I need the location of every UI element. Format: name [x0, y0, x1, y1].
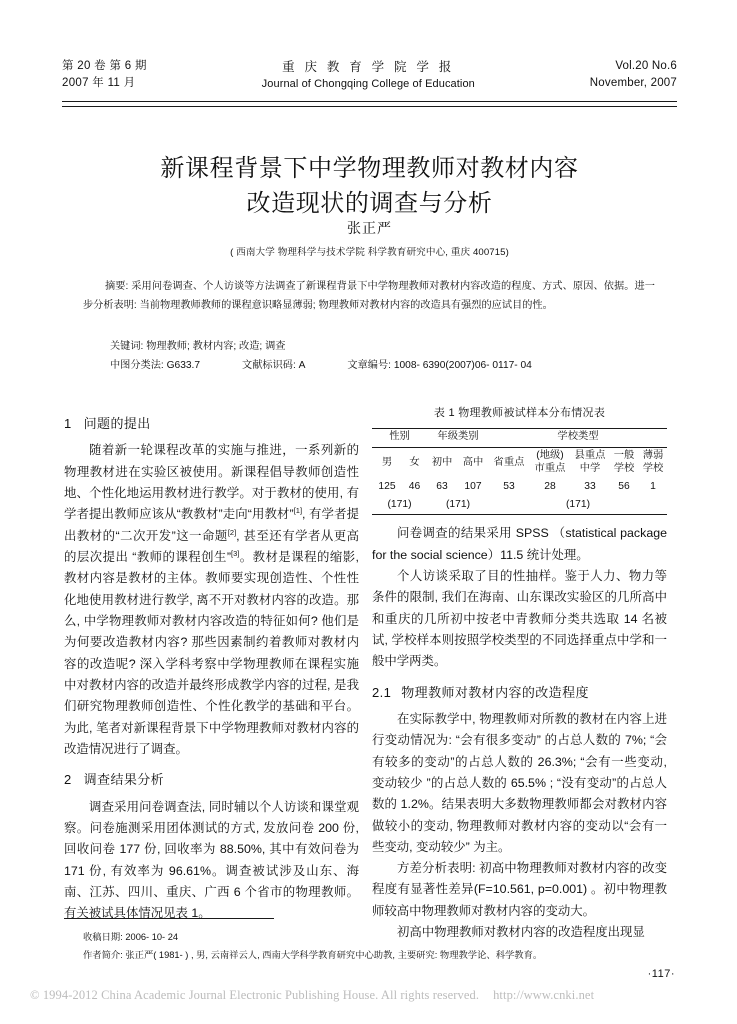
table-column-header-row [372, 447, 667, 478]
total-grade: (171) [427, 496, 489, 514]
table-1-wrapper [372, 404, 667, 515]
cnki-watermark [30, 988, 720, 1003]
table-1-caption: 表 1 物理教师被试样本分布情况表 [433, 407, 606, 419]
paragraph-4: 个人访谈采取了目的性抽样。鉴于人力、物力等条件的限制, 我们在海南、山东课改实验区的几所高中和重庆的几所初中按老中青教师分类共选取 14 名被试, 学校样本则按照学校类型的不同选择重点中学和一般中学两类。 [372, 568, 667, 669]
section-heading-1 [64, 413, 359, 435]
table-1 [372, 428, 667, 515]
section-1-title: 问题的提出 [83, 416, 151, 431]
masthead-left [62, 58, 147, 91]
paragraph-6: 方差分析表明: 初高中物理教师对教材内容的改变程度有显著性差异(F=10.561, p=0.001) 。初中物理教师较高中物理教师对教材内容的变动大。 [372, 861, 667, 918]
cell-female-count: 46 [408, 480, 421, 492]
clc-number: 中图分类法: G633.7 [110, 360, 201, 371]
section-heading-2-1 [372, 682, 667, 704]
column-right [372, 404, 667, 943]
paragraph-5: 在实际教学中, 物理教师对所教的教材在内容上进行变动情况为: “会有很多变动” 的占总人数的 7%; “会有较多的变动”的占总人数的 26.3%; “会有一些变动, 变动较少 ”的占总人数的 65.5% ; “没有变动”的占总人数的 1.2%。结果表明大多数物理教师都会对教材内容做较小的变动, 物理教师对教材内容的变动以“会有一些变动, 变动较少” 为主。 [372, 711, 667, 854]
section-2-title: 调查结果分析 [83, 772, 165, 788]
total-gender: (171) [372, 496, 427, 514]
citation-ref-3: [3] [230, 548, 240, 558]
cell-weak-school-count: 1 [650, 480, 656, 492]
cell-junior-high-count: 63 [436, 480, 448, 492]
issue-date-cn: 2007 年 11 月 [62, 76, 136, 89]
volume-issue-en: Vol.20 No.6 [615, 60, 677, 72]
table-row [372, 478, 667, 496]
document-code: 文献标识码: A [242, 360, 306, 371]
col-header-county-key: 县重点 中学 [571, 447, 609, 478]
column-left [64, 404, 359, 925]
author-name: 张正严 [347, 220, 392, 236]
author-bio: 作者简介: 张正严( 1981- ) , 男, 云南祥云人, 西南大学科学教育研究中心助教, 主要研究: 物理教学论、科学教育。 [83, 950, 543, 961]
paragraph-1-part-a: 随着新一轮课程改革的实施与推进，一系列新的物理教材进在实验区被使用。新课程倡导教师创造性地、个性化地运用教材进行教学。对于教材的使用, 有学者提出教师应该从“教教材”走向“用教材” [64, 443, 359, 522]
masthead [62, 58, 677, 93]
section-2-1-title: 物理教师对教材内容的改造程度 [401, 684, 589, 700]
page-number: ·117· [647, 968, 675, 980]
paragraph-1 [64, 440, 359, 760]
cell-provincial-key-count: 53 [503, 480, 515, 492]
paragraph-3: 问卷调查的结果采用 SPSS （statistical package for the social science）11.5 统计处理。 [372, 526, 667, 562]
paragraph-2: 调查采用问卷调查法, 同时辅以个人访谈和课堂观察。问卷施测采用团体测试的方式, 发放问卷 200 份, 回收问卷 177 份, 回收率为 88.50%, 其中有效问卷为 171 份, 有效率为 96.61%。调查被试涉及山东、海南、江苏、四川、重庆、广西 6 个省市的物理教师。有关被试具体情况见表 1。 [64, 799, 359, 921]
cell-male-count: 125 [378, 480, 396, 492]
section-2-1-number: 2.1 [372, 684, 392, 700]
col-header-weak-school: 薄弱 学校 [639, 447, 667, 478]
table-group-header-row [372, 428, 667, 447]
section-2-number: 2 [64, 772, 72, 788]
cell-senior-high-count: 107 [464, 480, 482, 492]
col-header-provincial-key: 省重点 [489, 447, 529, 478]
paragraph-1-part-b: , 有学者提出教材的“二次开发”这一命题 [64, 507, 359, 543]
article-id: 文章编号: 1008- 6390(2007)06- 0117- 04 [347, 360, 532, 371]
copyright-text: © 1994-2012 China Academic Journal Electronic Publishing House. All rights reserved. [30, 988, 480, 1002]
group-header-grade: 年级类别 [427, 428, 489, 447]
paragraph-7: 初高中物理教师对教材内容的改造程度出现显 [397, 925, 645, 940]
abstract: 摘要: 采用问卷调查、个人访谈等方法调查了新课程背景下中学物理教师对教材内容改造的程度、方式、原因、依据。进一步分析表明: 当前物理教师教师的课程意识略显薄弱; 物理教师对教材内容的改造具有强烈的应试目的性。 [83, 281, 655, 311]
keywords: 关键词: 物理教师; 教材内容; 改造; 调查 [110, 341, 286, 352]
col-header-female: 女 [402, 447, 427, 478]
journal-title-cn: 重 庆 教 育 学 院 学 报 [282, 60, 455, 74]
journal-title-en: Journal of Chongqing College of Education [261, 78, 475, 91]
col-header-city-key: (地级) 市重点 [529, 447, 571, 478]
citation-ref-2: [2] [227, 527, 237, 537]
issue-date-en: November, 2007 [589, 76, 677, 89]
volume-issue: 第 20 卷 第 6 期 [62, 60, 147, 72]
paragraph-1-part-d: 。教材是课程的缩影, 教材内容是教材的主体。教师要实现创造性、个性性化地使用教材进行教学, 离不开对教材内容的改造。那么, 中学物理教师对教材内容改造的特征如何? 他们是为何要改造教材内容? 那些因素制约着教师对教材内容的改造呢? 深入学科考察中学物理教师在课程实施中对教材内容的改造并最终形成教学内容的过程, 是我们研究物理教师创造性、个性化教学的基础和平台。为此, 笔者对新课程背景下中学物理教师对教材内容的改造情况进行了调查。 [64, 550, 359, 756]
title-line-1: 新课程背景下中学物理教师对教材内容 [160, 155, 579, 183]
section-heading-2 [64, 769, 359, 791]
total-school-type: (171) [489, 496, 667, 514]
classification-line [110, 357, 658, 376]
cell-ordinary-school-count: 56 [618, 480, 630, 492]
page-title [62, 152, 677, 222]
received-date: 收稿日期: 2006- 10- 24 [83, 932, 179, 942]
cnki-url: http://www.cnki.net [493, 988, 595, 1002]
paragraph-1-part-c: , 甚至还有学者从更高的层次提出 “教师的课程创生” [64, 528, 359, 564]
footnote-divider [64, 918, 274, 919]
col-header-senior-high: 高中 [457, 447, 489, 478]
section-1-number: 1 [64, 416, 72, 431]
title-line-2: 改造现状的调查与分析 [246, 189, 493, 217]
table-total-row [372, 496, 667, 514]
masthead-center [262, 58, 475, 93]
cell-county-key-count: 33 [584, 480, 596, 492]
cell-city-key-count: 28 [544, 480, 556, 492]
masthead-divider [62, 101, 677, 107]
col-header-junior-high: 初中 [427, 447, 457, 478]
col-header-male: 男 [372, 447, 402, 478]
col-header-ordinary-school: 一般 学校 [609, 447, 639, 478]
group-header-school-type: 学校类型 [489, 428, 667, 447]
masthead-right [590, 58, 677, 91]
footnotes [83, 928, 677, 964]
citation-ref-1: [1] [293, 506, 303, 516]
group-header-gender: 性别 [372, 428, 427, 447]
author-affiliation: ( 西南大学 物理科学与技术学院 科学教育研究中心, 重庆 400715) [230, 247, 509, 258]
